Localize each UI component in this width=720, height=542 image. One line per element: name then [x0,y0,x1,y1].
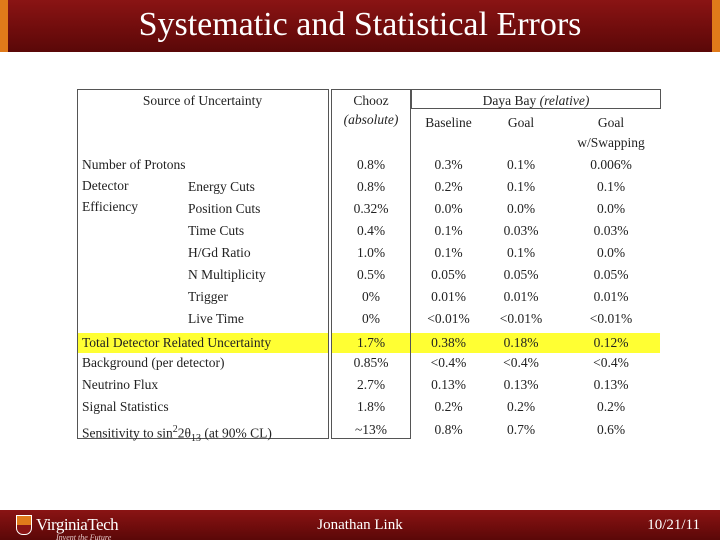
cell-chooz-8: 1.7% [356,335,386,350]
label-n-multiplicity: N Multiplicity [188,267,266,282]
cell-goal-7: <0.01% [499,311,543,326]
cell-swap-12: 0.6% [596,422,626,437]
cell-baseline-5: 0.05% [431,267,466,282]
cell-swap-0: 0.006% [590,157,632,172]
cell-baseline-9: <0.4% [430,355,467,370]
sens-sub: 13 [190,433,201,445]
header-chooz: Chooz [353,93,389,108]
slide-title: Systematic and Statistical Errors [138,6,582,43]
cell-goal-12: 0.7% [506,422,536,437]
sens-pre: Sensitivity to sin [82,425,173,441]
cell-baseline-0: 0.3% [434,157,463,172]
sens-sup: 2 [172,424,178,435]
cell-swap-6: 0.01% [593,289,629,304]
cell-goal-3: 0.03% [503,223,539,238]
cell-baseline-6: 0.01% [431,289,466,304]
cell-swap-2: 0.0% [596,201,626,216]
cell-chooz-4: 1.0% [356,245,386,260]
label-energy-cuts: Energy Cuts [188,179,255,194]
cell-swap-8: 0.12% [593,335,629,350]
label-trigger: Trigger [188,289,229,304]
cell-baseline-2: 0.0% [434,201,463,216]
label-sensitivity [82,420,272,445]
cell-chooz-10: 2.7% [356,377,386,392]
presenter-name: Jonathan Link [317,517,403,533]
label-background: Background (per detector) [82,355,225,370]
cell-baseline-10: 0.13% [431,377,466,392]
label-signal-stats: Signal Statistics [82,399,169,414]
cell-swap-11: 0.2% [596,399,626,414]
cell-goal-0: 0.1% [506,157,536,172]
label-live-time: Live Time [188,311,244,326]
cell-swap-1: 0.1% [596,179,626,194]
cell-baseline-11: 0.2% [434,399,463,414]
cell-goal-9: <0.4% [503,355,539,370]
cell-goal-11: 0.2% [506,399,536,414]
cell-baseline-1: 0.2% [434,179,463,194]
cell-swap-4: 0.0% [596,245,626,260]
cell-chooz-9: 0.85% [353,355,389,370]
cell-swap-7: <0.01% [589,311,633,326]
cell-swap-9: <0.4% [593,355,629,370]
label-detector: Detector [82,178,129,193]
logo-tagline: Invent the Future [56,533,112,542]
cell-goal-6: 0.01% [503,289,539,304]
cell-chooz-5: 0.5% [356,267,386,282]
cell-baseline-7: <0.01% [427,311,470,326]
cell-chooz-12: ~13% [354,422,388,437]
header-chooz-sub: (absolute) [343,112,399,127]
sens-post: (at 90% CL) [200,425,272,441]
cell-baseline-12: 0.8% [434,422,463,437]
label-time-cuts: Time Cuts [188,223,245,238]
cell-chooz-2: 0.32% [353,201,389,216]
header-dayabay-relative: (relative) [539,93,590,108]
cell-chooz-6: 0% [362,289,380,304]
header-source: Source of Uncertainty [142,93,263,108]
label-neutrino-flux: Neutrino Flux [82,377,159,392]
cell-baseline-8: 0.38% [431,335,466,350]
label-hgd-ratio: H/Gd Ratio [188,245,251,260]
label-protons: Number of Protons [82,157,186,172]
cell-goal-5: 0.05% [503,267,539,282]
header-goal-swap-1: Goal [597,115,625,130]
sens-mid: 2θ [177,425,191,441]
logo-name: VirginiaTech [36,515,119,534]
cell-goal-1: 0.1% [506,179,536,194]
shield-icon [16,515,32,535]
cell-chooz-7: 0% [362,311,380,326]
cell-chooz-3: 0.4% [356,223,386,238]
cell-swap-3: 0.03% [593,223,629,238]
cell-baseline-3: 0.1% [434,223,463,238]
slide-date: 10/21/11 [647,517,700,533]
label-position-cuts: Position Cuts [188,201,261,216]
cell-chooz-1: 0.8% [356,179,386,194]
cell-goal-2: 0.0% [506,201,536,216]
header-dayabay-text: Daya Bay (relative) [482,93,590,108]
header-baseline: Baseline [425,115,472,130]
cell-goal-10: 0.13% [503,377,539,392]
cell-baseline-4: 0.1% [434,245,463,260]
cell-swap-10: 0.13% [593,377,629,392]
header-dayabay [411,91,661,111]
cell-goal-8: 0.18% [503,335,539,350]
virginia-tech-logo [16,513,119,542]
cell-chooz-0: 0.8% [356,157,386,172]
label-efficiency: Efficiency [82,199,138,214]
header-goal: Goal [507,115,535,130]
cell-goal-4: 0.1% [506,245,536,260]
cell-chooz-11: 1.8% [356,399,386,414]
header-goal-swap-2: w/Swapping [577,135,645,150]
cell-swap-5: 0.05% [593,267,629,282]
label-total: Total Detector Related Uncertainty [82,335,272,350]
